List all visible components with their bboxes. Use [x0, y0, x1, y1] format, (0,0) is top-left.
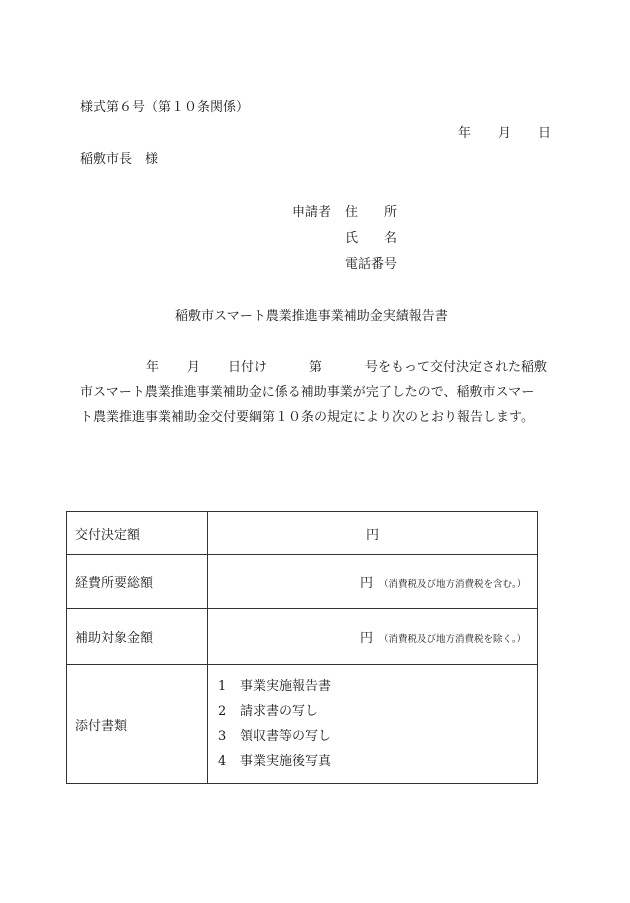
body-year: 年: [146, 360, 160, 375]
item-number: 2: [218, 704, 227, 719]
body-dai: 第: [309, 360, 323, 375]
address-label: 住 所: [345, 205, 398, 220]
item-text: 請求書の写し: [240, 704, 319, 719]
item-number: 4: [218, 754, 227, 769]
row-label: 交付決定額: [67, 512, 208, 555]
body-month: 月: [187, 360, 201, 375]
list-item: [218, 699, 537, 724]
list-item: [218, 749, 537, 774]
unit-yen: 円: [360, 576, 374, 591]
table-row: [67, 555, 538, 609]
list-item: [218, 674, 537, 699]
attachments-list: [208, 665, 537, 783]
attachments-cell: [208, 665, 538, 784]
table-row: [67, 665, 538, 784]
form-number: 様式第６号（第１０条関係）: [80, 100, 250, 115]
attachments-label: 添付書類: [67, 665, 208, 784]
item-text: 事業実施後写真: [240, 754, 332, 769]
body-line-2: 市スマート農業推進事業補助金に係る補助事業が完了したので、稲敷市スマー: [80, 385, 535, 400]
unit-yen: 円: [365, 527, 379, 543]
item-text: 領収書等の写し: [240, 729, 332, 744]
document-title: 稲敷市スマート農業推進事業補助金実績報告書: [175, 309, 448, 324]
body-line-3: ト農業推進事業補助金交付要綱第１０条の規定により次のとおり報告します。: [80, 410, 534, 425]
row-value-cell: [208, 555, 538, 609]
tax-note: （消費税及び地方消費税を除く。）: [379, 634, 527, 645]
body-dated: 日付け: [228, 360, 268, 375]
body-line-1-rest: 号をもって交付決定された稲敷: [365, 360, 548, 375]
tax-note: （消費税及び地方消費税を含む。）: [379, 579, 527, 590]
date-day: 日: [538, 126, 552, 141]
table-row: [67, 609, 538, 665]
phone-label: 電話番号: [345, 257, 398, 272]
applicant-label: 申請者: [292, 205, 332, 220]
addressee: 稲敷市長 様: [80, 152, 159, 167]
date-month: 月: [498, 126, 512, 141]
name-label: 氏 名: [345, 231, 398, 246]
report-table: [66, 511, 538, 784]
table-row: [67, 512, 538, 555]
row-label: 補助対象金額: [67, 609, 208, 665]
item-text: 事業実施報告書: [240, 679, 332, 694]
unit-yen: 円: [360, 631, 374, 646]
row-label: 経費所要総額: [67, 555, 208, 609]
date-year: 年: [458, 126, 472, 141]
row-value-cell: [208, 609, 538, 665]
body-line-1: [80, 360, 548, 375]
item-number: 1: [218, 679, 227, 694]
row-value-cell: [208, 512, 538, 555]
list-item: [218, 724, 537, 749]
item-number: 3: [218, 729, 227, 744]
